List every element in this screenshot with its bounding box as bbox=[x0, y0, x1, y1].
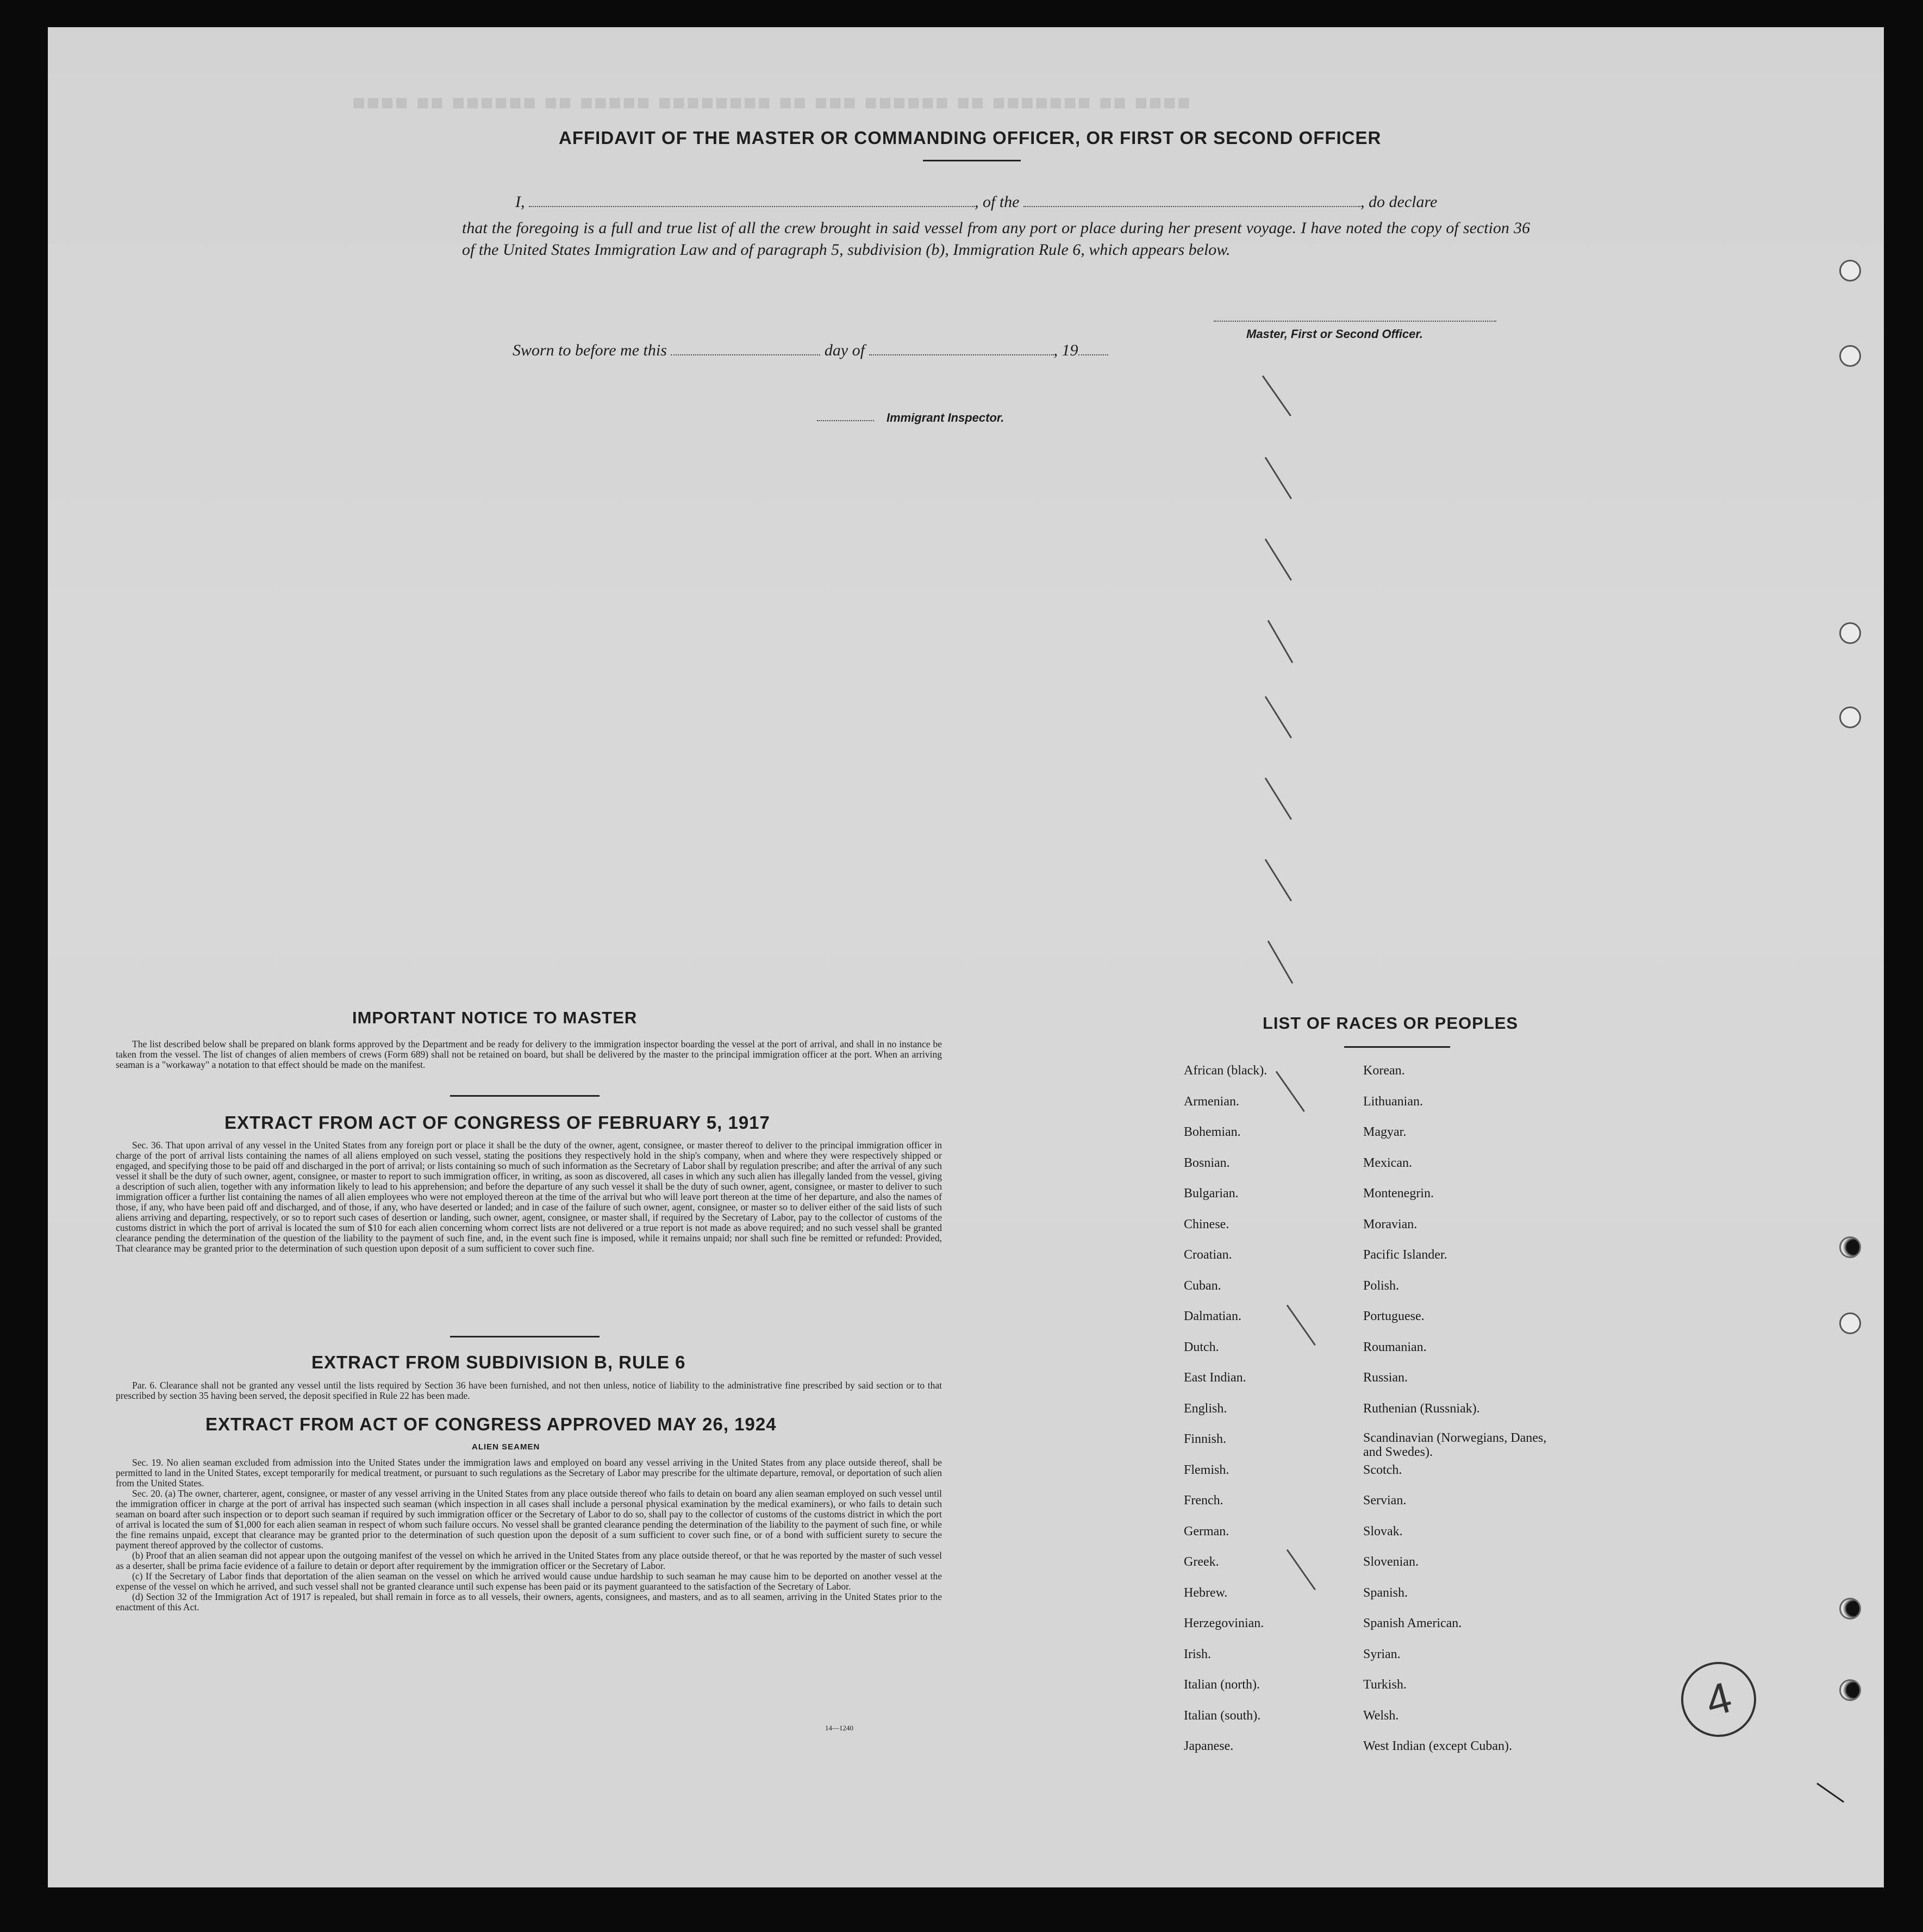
section-19-paragraph: Sec. 19. No alien seaman excluded from admission into the United States under the immigration laws and employed on board any vessel arriving in the United States from any place outside thereof, shall be permitted to land in the United States, except temporarily for medical treatment, or pursuant to such regulations as the Secretary of Labor may prescribe for the ultimate departure, removal, or deportation of such alien from the United States. bbox=[116, 1457, 942, 1489]
punch-hole bbox=[1839, 260, 1861, 282]
race-item: Magyar. bbox=[1363, 1125, 1407, 1139]
punch-hole bbox=[1839, 622, 1861, 644]
race-item: Scotch. bbox=[1363, 1462, 1402, 1477]
race-item: Greek. bbox=[1184, 1555, 1219, 1569]
race-item: Mexican. bbox=[1363, 1155, 1412, 1170]
race-item: Moravian. bbox=[1363, 1217, 1418, 1231]
race-item: Armenian. bbox=[1184, 1094, 1239, 1109]
race-item: Bulgarian. bbox=[1184, 1186, 1239, 1201]
races-right-column bbox=[1363, 1062, 1553, 1769]
race-item: English. bbox=[1184, 1401, 1227, 1416]
race-item: Finnish. bbox=[1184, 1432, 1227, 1446]
race-item: Herzegovinian. bbox=[1184, 1616, 1264, 1630]
extract-1917-divider bbox=[450, 1336, 600, 1337]
notice-paragraph: The list described below shall be prepared on blank forms approved by the Department and be ready for delivery to the immigration inspector boarding the vessel at the port of arrival, and shall in no instance be taken from the vessel. The list of changes of alien members of crews (Form 689) shall not be retained on board, but shall be delivered by the master to the principal immigration officer at the port. When an arriving seaman is a "workaway" a notation to that effect should be made on the manifest. bbox=[116, 1039, 942, 1070]
race-item: Dutch. bbox=[1184, 1340, 1219, 1354]
section-20d-paragraph: (d) Section 32 of the Immigration Act of 1917 is repealed, but shall remain in force as to all vessels, their owners, agents, consignees, and masters, and as to all seamen, arriving in the United States prior to the enactment of this Act. bbox=[116, 1591, 942, 1612]
form-number: 14—1240 bbox=[825, 1724, 853, 1732]
declarant-line bbox=[515, 193, 1437, 211]
extract-rule6-title: EXTRACT FROM SUBDIVISION B, RULE 6 bbox=[311, 1352, 686, 1372]
race-item: Scandinavian (Norwegians, Danes, and Swedes). bbox=[1363, 1431, 1547, 1459]
punch-hole bbox=[1839, 1598, 1861, 1620]
of-the-label: , of the bbox=[975, 193, 1020, 211]
section-20c-paragraph: (c) If the Secretary of Labor finds that deportation of the alien seaman on the vessel on which he arrived would cause undue hardship to such seaman he may cause him to be deported on another vessel at the expense of the vessel on which he arrived, and such vessel shall not be granted clearance until such expense has been paid or its payment guaranteed to the satisfaction of the Secretary of Labor. bbox=[116, 1571, 942, 1592]
corner-mark bbox=[1816, 1783, 1844, 1803]
extract-1924-text bbox=[116, 1458, 942, 1612]
signature-line[interactable] bbox=[1214, 321, 1496, 322]
race-item: Polish. bbox=[1363, 1278, 1400, 1293]
punch-hole bbox=[1839, 1679, 1861, 1701]
race-item: Korean. bbox=[1363, 1064, 1405, 1078]
race-item: Bohemian. bbox=[1184, 1125, 1241, 1139]
document-sheet bbox=[48, 27, 1884, 1887]
alien-seamen-subtitle: ALIEN SEAMEN bbox=[472, 1442, 540, 1452]
punch-hole bbox=[1839, 1236, 1861, 1258]
race-item: Bosnian. bbox=[1184, 1155, 1230, 1170]
race-item: German. bbox=[1184, 1524, 1229, 1539]
inspector-signature-line[interactable] bbox=[817, 420, 874, 421]
declarant-name-field[interactable] bbox=[529, 194, 975, 207]
race-item: Cuban. bbox=[1184, 1278, 1221, 1293]
race-item: Croatian. bbox=[1184, 1248, 1232, 1262]
sworn-day-field[interactable] bbox=[671, 342, 820, 355]
race-item: Lithuanian. bbox=[1363, 1094, 1423, 1109]
race-item: East Indian. bbox=[1184, 1371, 1246, 1385]
signature-caption: Master, First or Second Officer. bbox=[1246, 327, 1423, 341]
race-item: Turkish. bbox=[1363, 1678, 1407, 1692]
sworn-day-of: day of bbox=[824, 341, 865, 359]
race-item: West Indian (except Cuban). bbox=[1363, 1739, 1512, 1753]
race-item: Ruthenian (Russniak). bbox=[1363, 1401, 1480, 1416]
affidavit-title: AFFIDAVIT OF THE MASTER OR COMMANDING OFFICER, OR FIRST OR SECOND OFFICER bbox=[559, 128, 1382, 148]
extract-1917-text bbox=[116, 1140, 942, 1254]
race-item: Slovak. bbox=[1363, 1524, 1403, 1539]
page-number-stamp: 4 bbox=[1672, 1653, 1764, 1745]
races-divider bbox=[1344, 1046, 1450, 1048]
race-item: Irish. bbox=[1184, 1647, 1211, 1661]
vessel-name-field[interactable] bbox=[1023, 194, 1360, 207]
punch-hole bbox=[1839, 706, 1861, 728]
race-item: Hebrew. bbox=[1184, 1585, 1228, 1600]
race-item: Italian (south). bbox=[1184, 1708, 1261, 1723]
race-item: Italian (north). bbox=[1184, 1678, 1260, 1692]
race-item: Slovenian. bbox=[1363, 1555, 1419, 1569]
bleed-through-title: ■■■■ ■■ ■■■■■■ ■■ ■■■■■ ■■■■■■■■ ■■ ■■■ ■■■■■■ ■■ ■■■■■■■ ■■ ■■■■ bbox=[352, 92, 1191, 116]
affidavit-statement: that the foregoing is a full and true list of all the crew brought in said vessel from any port or place during her present voyage. I have noted the copy of section 36 of the United States Immigration Law and of paragraph 5, subdivision (b), Immigration Rule 6, which appears below. bbox=[462, 219, 1530, 259]
section-36-paragraph: Sec. 36. That upon arrival of any vessel in the United States from any foreign port or place it shall be the duty of the owner, agent, consignee, or master thereof to deliver to the principal immigration officer in charge of the port of arrival lists containing the names of all aliens employed on such vessel, stating the positions they respectively hold in the ship's company, when and where they were respectively shipped or engaged, and specifying those to be paid off and discharged in the port of arrival; or lists containing so much of such information as the Secretary of Labor shall by regulation prescribe; and after the arrival of any such vessel it shall be the duty of such owner, agent, consignee, or master to report to such immigration officer, in writing, as soon as discovered, all cases in which any such alien has illegally landed from the vessel, giving a description of such alien, together with any information likely to lead to his apprehension; and before the departure of any such vessel it shall be the duty of such owner, agent, consignee, or master to deliver to such immigration officer a further list containing the names of all alien employees who were not employed thereon at the time of the arrival but who will leave port thereon at the time of her departure, and also the names of those, if any, who have been paid off and discharged, and of those, if any, who have deserted or landed; and in case of the failure of such owner, agent, consignee, or master so to deliver either of the said lists of such aliens arriving and departing, respectively, or so to report such cases of desertion or landing, such owner, agent, consignee, or master shall, if required by the Secretary of Labor, pay to the collector of customs of the customs district in which the port of arrival is located the sum of $10 for each alien concerning whom correct lists are not delivered or a true report is not made as above required; and no such vessel shall be granted clearance pending the determination of the question of the liability to the payment of such fine, and, in the event such fine is imposed, while it remains unpaid; nor shall such fine be remitted or refunded: Provided, That clearance may be granted prior to the determination of such question upon deposit of a sum sufficient to cover such fine. bbox=[116, 1140, 942, 1254]
punch-hole bbox=[1839, 1312, 1861, 1334]
paragraph-6: Par. 6. Clearance shall not be granted any vessel until the lists required by Section 36 have been furnished, and not then unless, notice of liability to the administrative fine prescribed by said section or to that prescribed by section 35 having been served, the deposit specified in Rule 22 has been made. bbox=[116, 1380, 942, 1401]
notice-divider bbox=[450, 1095, 600, 1097]
races-left-column bbox=[1184, 1062, 1267, 1769]
title-divider bbox=[923, 160, 1021, 161]
notice-text bbox=[116, 1039, 942, 1070]
race-item: Welsh. bbox=[1363, 1708, 1399, 1723]
extract-1924-title: EXTRACT FROM ACT OF CONGRESS APPROVED MAY 26, 1924 bbox=[205, 1414, 777, 1434]
sworn-line bbox=[513, 341, 1108, 360]
race-item: Syrian. bbox=[1363, 1647, 1401, 1661]
race-item: Japanese. bbox=[1184, 1739, 1234, 1753]
extract-rule6-text bbox=[116, 1380, 942, 1401]
race-item: Servian. bbox=[1363, 1493, 1407, 1508]
race-item: African (black). bbox=[1184, 1064, 1268, 1078]
sworn-year-prefix: , 19 bbox=[1053, 341, 1078, 359]
extract-1917-title: EXTRACT FROM ACT OF CONGRESS OF FEBRUARY 5, 1917 bbox=[224, 1112, 770, 1133]
race-item: Flemish. bbox=[1184, 1462, 1229, 1477]
race-item: Portuguese. bbox=[1363, 1309, 1425, 1323]
punch-hole bbox=[1839, 345, 1861, 367]
race-item: Spanish. bbox=[1363, 1585, 1408, 1600]
races-title: LIST OF RACES OR PEOPLES bbox=[1263, 1014, 1519, 1033]
race-item: Roumanian. bbox=[1363, 1340, 1427, 1354]
race-item: Chinese. bbox=[1184, 1217, 1229, 1231]
sworn-prefix: Sworn to before me this bbox=[513, 341, 667, 359]
section-20a-paragraph: Sec. 20. (a) The owner, charterer, agent, consignee, or master of any vessel arriving in the United States from any place outside thereof who fails to detain on board any alien seaman employed on such vessel until the immigration officer in charge at the port of arrival has inspected such seaman (which inspection in all cases shall include a personal physical examination by the medical examiners), or who fails to detain such seaman on board after such inspection or to deport such seaman if required by such immigration officer or the Secretary of Labor to do so, shall pay to the collector of customs of the customs district in which the port of arrival is located the sum of $1,000 for each alien seaman in respect of whom such failure occurs. No vessel shall be granted clearance pending the determination of the liability to the payment of such fine, or while the fine remains unpaid, except that clearance may be granted prior to the determination of such question upon the deposit of a sum sufficient to cover such fine, or of a bond with sufficient surety to secure the payment thereof approved by the collector of customs. bbox=[116, 1488, 942, 1550]
inspector-caption: Immigrant Inspector. bbox=[886, 411, 1004, 424]
race-item: Pacific Islander. bbox=[1363, 1248, 1447, 1262]
race-item: Dalmatian. bbox=[1184, 1309, 1241, 1323]
race-item: Spanish American. bbox=[1363, 1616, 1462, 1630]
sworn-month-field[interactable] bbox=[869, 342, 1054, 355]
section-20b-paragraph: (b) Proof that an alien seaman did not appear upon the outgoing manifest of the vessel on which he arrived in the United States from any place outside thereof, or that he was reported by the master of such vessel as a deserter, shall be prima facie evidence of a failure to detain or deport after requirement by the immigration officer or the Secretary of Labor. bbox=[116, 1550, 942, 1571]
sworn-year-field[interactable] bbox=[1078, 342, 1108, 355]
declare-label: , do declare bbox=[1360, 193, 1438, 211]
race-item: Montenegrin. bbox=[1363, 1186, 1434, 1201]
race-item: French. bbox=[1184, 1493, 1223, 1508]
notice-title: IMPORTANT NOTICE TO MASTER bbox=[352, 1008, 638, 1027]
race-item: Russian. bbox=[1363, 1371, 1408, 1385]
declarant-i-label: I, bbox=[515, 193, 525, 211]
